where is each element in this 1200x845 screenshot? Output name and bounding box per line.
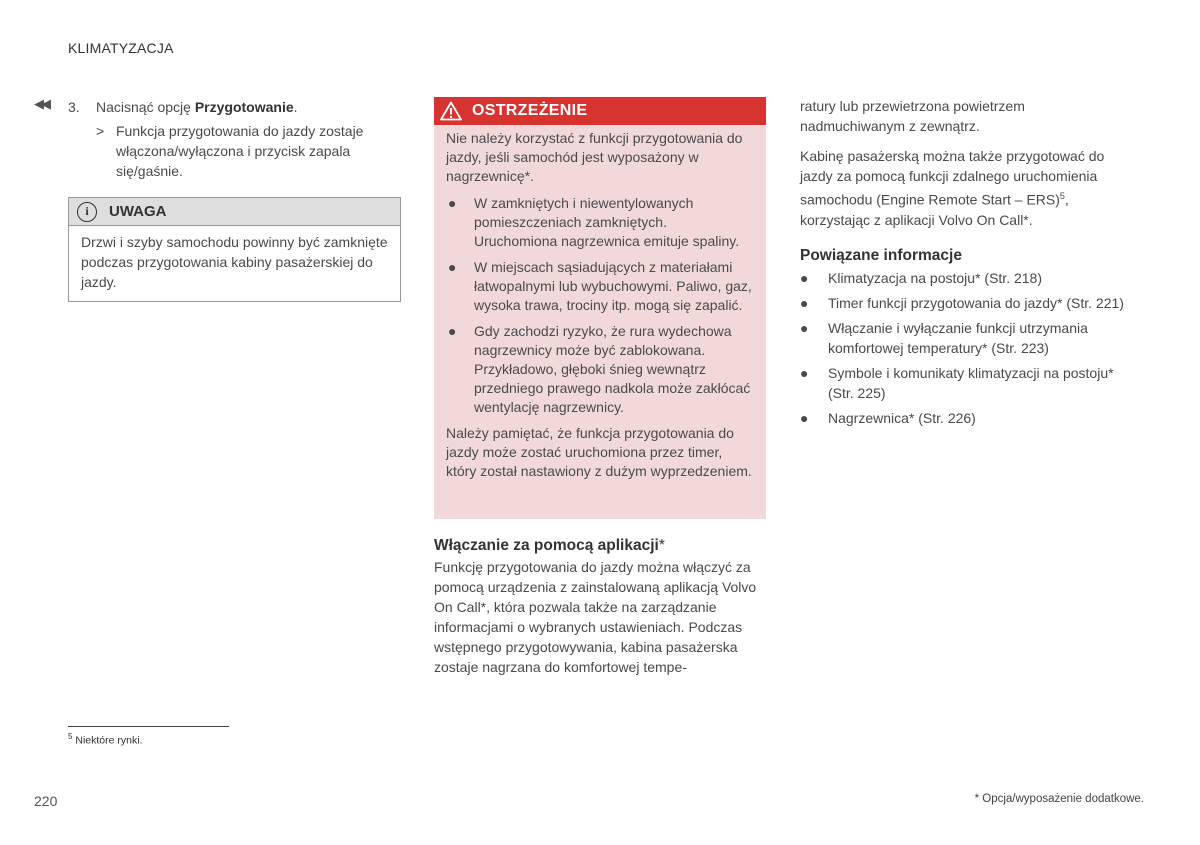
note-box	[68, 197, 401, 302]
bullet-icon: ●	[800, 364, 809, 381]
note-body: Drzwi i szyby samochodu powinny być zamknięte podczas przygotowania kabiny pasażerskiej do jazdy.	[81, 234, 388, 290]
bullet-icon: ●	[800, 409, 809, 426]
related-link[interactable]: ● Timer funkcji przygotowania do jazdy* (Str. 221)	[800, 294, 1124, 311]
warning-box	[434, 97, 766, 519]
related-link[interactable]: ● Nagrzewnica* (Str. 226)	[800, 409, 976, 426]
note-header	[69, 198, 400, 226]
related-link[interactable]: ● Włączanie i wyłączanie funkcji utrzymania komfortowej temperatury* (Str. 223)	[800, 319, 1088, 356]
warning-triangle-icon	[440, 101, 462, 121]
bullet-icon: ●	[448, 259, 457, 275]
warning-header	[434, 97, 766, 125]
info-icon: i	[77, 202, 97, 222]
step-number: 3.	[68, 99, 80, 115]
note-title: UWAGA	[109, 203, 167, 220]
ers-paragraph: Kabinę pasażerską można także przygotować do jazdy za pomocą funkcji zdalnego uruchomienia samochodu (Engine Remote Start – ERS)$^5$, korzystając z aplikacji Volvo On Call*.	[800, 148, 1105, 228]
section-header: KLIMATYZACJA	[68, 40, 174, 56]
warning-bullet: ● W miejscach sąsiadujących z materiałami łatwopalnymi lub wybuchowymi. Paliwo, gaz, wysoka trawa, trociny itp. mogą się zapalić.	[448, 259, 752, 313]
continuation-text: ratury lub przewietrzona powietrzem nadmuchiwanym z zewnątrz.	[800, 98, 1025, 134]
footnote: $^5$ Niektóre rynki.	[68, 732, 143, 747]
warning-bullet: ● Gdy zachodzi ryzyko, że rura wydechowa nagrzewnicy może być zablokowana. Przykładowo, głęboki śnieg wewnątrz przedniego prawego nadkola może zakłócać wentylację nagrzewnicy.	[448, 323, 751, 415]
warning-bullet: ● W zamkniętych i niewentylowanych pomieszczeniach zamkniętych. Uruchomiona nagrzewnica emituje spaliny.	[448, 195, 740, 249]
result-text: Funkcja przygotowania do jazdy zostaje włączona/wyłączona i przycisk zapala się/gaśnie.	[116, 123, 364, 179]
footnote-ref[interactable]: 5	[1059, 191, 1065, 201]
step-result	[96, 121, 392, 181]
right-column	[800, 96, 1125, 433]
related-info-heading: Powiązane informacje	[800, 246, 962, 264]
bullet-icon: ●	[800, 269, 809, 286]
step-option-name: Przygotowanie	[194, 99, 294, 115]
warning-outro: Należy pamiętać, że funkcja przygotowania do jazdy może zostać uruchomiona przez timer, który został nastawiony z dużym wyprzedzeniem.	[446, 425, 752, 479]
step-text-before: Nacisnąć opcję	[96, 99, 195, 115]
related-info-list	[800, 268, 1125, 428]
footnote-divider	[68, 726, 229, 727]
warning-intro: Nie należy korzystać z funkcji przygotowania do jazdy, jeśli samochód jest wyposażony w nagrzewnicę*.	[446, 130, 743, 184]
app-section-heading: Włączanie za pomocą aplikacji*	[434, 537, 665, 554]
related-link[interactable]: ● Symbole i komunikaty klimatyzacji na postoju* (Str. 225)	[800, 364, 1114, 401]
back-arrows-icon[interactable]: ◀◀	[34, 96, 48, 111]
footer-note: * Opcja/wyposażenie dodatkowe.	[974, 793, 1144, 805]
page-number: 220	[34, 793, 58, 809]
warning-bullet-list	[446, 194, 754, 417]
related-link[interactable]: ● Klimatyzacja na postoju* (Str. 218)	[800, 269, 1042, 286]
step-text-after: .	[293, 99, 298, 115]
app-section-body: Funkcję przygotowania do jazdy można włączyć za pomocą urządzenia z zainstalowaną aplikacją Volvo On Call*, która pozwala także na zarządzanie informacjami o wybranych ustawieniach. Podczas wstępnego przygotowywania, kabina pasażerska zostaje nagrzana do komfortowej tempe-	[434, 559, 757, 675]
bullet-icon: ●	[448, 323, 457, 339]
bullet-icon: ●	[800, 319, 809, 336]
bullet-icon: ●	[800, 294, 809, 311]
warning-title: OSTRZEŻENIE	[472, 102, 588, 119]
bullet-icon: ●	[448, 195, 457, 211]
result-marker: >	[96, 123, 105, 139]
step-3	[68, 97, 398, 117]
warning-body	[434, 125, 766, 481]
